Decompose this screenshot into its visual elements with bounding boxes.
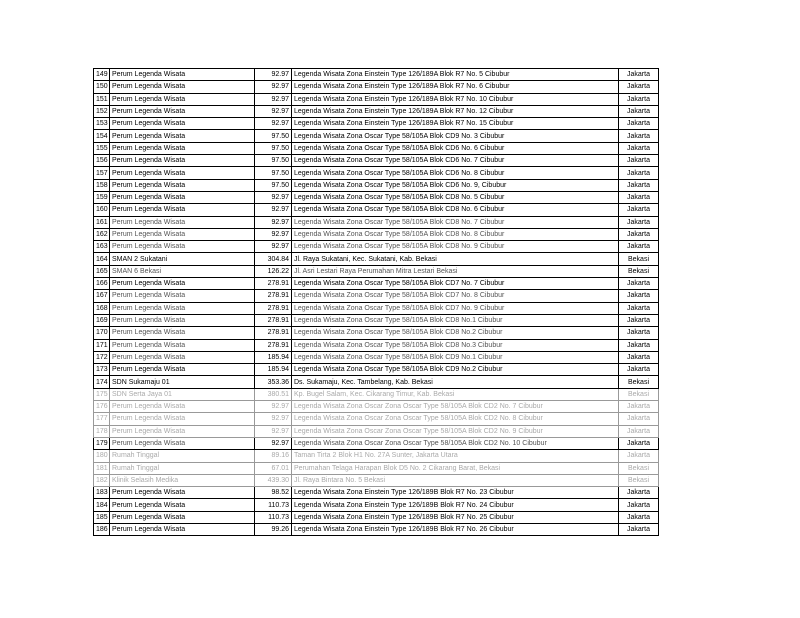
project-name: Perum Legenda Wisata: [110, 155, 255, 167]
city: Jakarta: [619, 216, 659, 228]
city: Jakarta: [619, 437, 659, 449]
area-value: 98.52: [255, 487, 292, 499]
table-row: [94, 81, 659, 93]
address: Legenda Wisata Zona Oscar Type 58/105A Blok CD8 No.3 Cibubur: [292, 339, 619, 351]
row-number: 156: [94, 155, 110, 167]
project-name: Perum Legenda Wisata: [110, 142, 255, 154]
row-number: 166: [94, 278, 110, 290]
city: Jakarta: [619, 142, 659, 154]
table-row: [94, 376, 659, 388]
city: Jakarta: [619, 118, 659, 130]
table-row: [94, 413, 659, 425]
area-value: 304.84: [255, 253, 292, 265]
project-name: Perum Legenda Wisata: [110, 314, 255, 326]
project-name: Perum Legenda Wisata: [110, 364, 255, 376]
row-number: 159: [94, 191, 110, 203]
table-row: [94, 216, 659, 228]
project-name: Perum Legenda Wisata: [110, 499, 255, 511]
address: Legenda Wisata Zona Oscar Type 58/105A Blok CD6 No. 8 Cibubur: [292, 167, 619, 179]
project-name: Perum Legenda Wisata: [110, 105, 255, 117]
city: Jakarta: [619, 105, 659, 117]
table-row: [94, 364, 659, 376]
city: Jakarta: [619, 511, 659, 523]
row-number: 186: [94, 523, 110, 535]
address: Legenda Wisata Zona Oscar Type 58/105A Blok CD6 No. 9, Cibubur: [292, 179, 619, 191]
area-value: 92.97: [255, 241, 292, 253]
address: Legenda Wisata Zona Oscar Zona Oscar Type 58/105A Blok CD2 No. 7 Cibubur: [292, 401, 619, 413]
table-row: [94, 499, 659, 511]
address: Legenda Wisata Zona Einstein Type 126/189A Blok R7 No. 10 Cibubur: [292, 93, 619, 105]
project-name: Perum Legenda Wisata: [110, 401, 255, 413]
row-number: 158: [94, 179, 110, 191]
table-row: [94, 314, 659, 326]
address: Taman Tirta 2 Blok H1 No. 27A Sunter, Jakarta Utara: [292, 450, 619, 462]
project-name: Perum Legenda Wisata: [110, 290, 255, 302]
address: Perumahan Telaga Harapan Blok D5 No. 2 Cikarang Barat, Bekasi: [292, 462, 619, 474]
row-number: 153: [94, 118, 110, 130]
project-name: Perum Legenda Wisata: [110, 93, 255, 105]
row-number: 184: [94, 499, 110, 511]
area-value: 92.97: [255, 105, 292, 117]
table-row: [94, 179, 659, 191]
table-row: [94, 339, 659, 351]
table-row: [94, 167, 659, 179]
area-value: 278.91: [255, 278, 292, 290]
city: Jakarta: [619, 487, 659, 499]
project-name: Perum Legenda Wisata: [110, 339, 255, 351]
area-value: 92.97: [255, 93, 292, 105]
address: Legenda Wisata Zona Einstein Type 126/189A Blok R7 No. 12 Cibubur: [292, 105, 619, 117]
table-row: [94, 327, 659, 339]
city: Bekasi: [619, 376, 659, 388]
row-number: 164: [94, 253, 110, 265]
city: Jakarta: [619, 523, 659, 535]
address: Legenda Wisata Zona Oscar Type 58/105A Blok CD8 No. 6 Cibubur: [292, 204, 619, 216]
area-value: 92.97: [255, 69, 292, 81]
table-row: [94, 130, 659, 142]
area-value: 99.26: [255, 523, 292, 535]
project-name: Perum Legenda Wisata: [110, 487, 255, 499]
row-number: 167: [94, 290, 110, 302]
city: Bekasi: [619, 388, 659, 400]
area-value: 380.51: [255, 388, 292, 400]
address: Legenda Wisata Zona Einstein Type 126/189A Blok R7 No. 15 Cibubur: [292, 118, 619, 130]
project-name: Perum Legenda Wisata: [110, 413, 255, 425]
area-value: 278.91: [255, 302, 292, 314]
address: Jl. Raya Bintara No. 5 Bekasi: [292, 474, 619, 486]
address: Legenda Wisata Zona Oscar Type 58/105A Blok CD7 No. 8 Cibubur: [292, 290, 619, 302]
city: Jakarta: [619, 450, 659, 462]
city: Jakarta: [619, 401, 659, 413]
city: Jakarta: [619, 204, 659, 216]
address: Legenda Wisata Zona Oscar Type 58/105A Blok CD8 No. 8 Cibubur: [292, 228, 619, 240]
row-number: 168: [94, 302, 110, 314]
area-value: 92.97: [255, 191, 292, 203]
address: Legenda Wisata Zona Oscar Zona Oscar Type 58/105A Blok CD2 No. 9 Cibubur: [292, 425, 619, 437]
project-name: Perum Legenda Wisata: [110, 130, 255, 142]
table-row: [94, 191, 659, 203]
row-number: 171: [94, 339, 110, 351]
area-value: 92.97: [255, 425, 292, 437]
city: Jakarta: [619, 302, 659, 314]
row-number: 174: [94, 376, 110, 388]
table-row: [94, 462, 659, 474]
row-number: 179: [94, 437, 110, 449]
row-number: 151: [94, 93, 110, 105]
row-number: 180: [94, 450, 110, 462]
row-number: 169: [94, 314, 110, 326]
area-value: 97.50: [255, 179, 292, 191]
row-number: 177: [94, 413, 110, 425]
address: Legenda Wisata Zona Oscar Type 58/105A Blok CD9 No. 3 Cibubur: [292, 130, 619, 142]
row-number: 176: [94, 401, 110, 413]
project-name: Perum Legenda Wisata: [110, 511, 255, 523]
address: Legenda Wisata Zona Oscar Zona Oscar Type 58/105A Blok CD2 No. 10 Cibubur: [292, 437, 619, 449]
city: Jakarta: [619, 191, 659, 203]
city: Jakarta: [619, 290, 659, 302]
project-name: SDN Sukamaju 01: [110, 376, 255, 388]
project-name: Rumah Tinggal: [110, 462, 255, 474]
area-value: 110.73: [255, 511, 292, 523]
area-value: 67.01: [255, 462, 292, 474]
table-row: [94, 511, 659, 523]
city: Jakarta: [619, 241, 659, 253]
city: Jakarta: [619, 228, 659, 240]
address: Legenda Wisata Zona Einstein Type 126/189A Blok R7 No. 6 Cibubur: [292, 81, 619, 93]
address: Jl. Asri Lestari Raya Perumahan Mitra Lestari Bekasi: [292, 265, 619, 277]
address: Kp. Bugel Salam, Kec. Cikarang Timur, Kab. Bekasi: [292, 388, 619, 400]
table-row: [94, 290, 659, 302]
table-row: [94, 401, 659, 413]
table-row: [94, 265, 659, 277]
city: Bekasi: [619, 253, 659, 265]
area-value: 439.30: [255, 474, 292, 486]
project-name: SMAN 6 Bekasi: [110, 265, 255, 277]
project-name: Perum Legenda Wisata: [110, 327, 255, 339]
area-value: 278.91: [255, 290, 292, 302]
table-row: [94, 450, 659, 462]
project-name: Perum Legenda Wisata: [110, 278, 255, 290]
address: Legenda Wisata Zona Oscar Type 58/105A Blok CD8 No. 9 Cibubur: [292, 241, 619, 253]
project-name: Perum Legenda Wisata: [110, 191, 255, 203]
project-name: Perum Legenda Wisata: [110, 302, 255, 314]
project-name: Perum Legenda Wisata: [110, 216, 255, 228]
area-value: 278.91: [255, 327, 292, 339]
address: Legenda Wisata Zona Oscar Type 58/105A Blok CD9 No.1 Cibubur: [292, 351, 619, 363]
table-row: [94, 278, 659, 290]
address: Legenda Wisata Zona Oscar Zona Oscar Type 58/105A Blok CD2 No. 8 Cibubur: [292, 413, 619, 425]
row-number: 183: [94, 487, 110, 499]
area-value: 92.97: [255, 216, 292, 228]
table-row: [94, 69, 659, 81]
project-name: Rumah Tinggal: [110, 450, 255, 462]
table-row: [94, 204, 659, 216]
table-row: [94, 253, 659, 265]
row-number: 157: [94, 167, 110, 179]
area-value: 126.22: [255, 265, 292, 277]
address: Legenda Wisata Zona Einstein Type 126/189B Blok R7 No. 26 Cibubur: [292, 523, 619, 535]
table-row: [94, 228, 659, 240]
row-number: 170: [94, 327, 110, 339]
project-name: Perum Legenda Wisata: [110, 118, 255, 130]
address: Legenda Wisata Zona Oscar Type 58/105A Blok CD8 No. 7 Cibubur: [292, 216, 619, 228]
row-number: 165: [94, 265, 110, 277]
address: Jl. Raya Sukatani, Kec. Sukatani, Kab. Bekasi: [292, 253, 619, 265]
project-name: SDN Serta Jaya 01: [110, 388, 255, 400]
table-body: [94, 69, 659, 536]
row-number: 173: [94, 364, 110, 376]
project-name: Perum Legenda Wisata: [110, 523, 255, 535]
row-number: 149: [94, 69, 110, 81]
city: Jakarta: [619, 351, 659, 363]
row-number: 150: [94, 81, 110, 93]
city: Jakarta: [619, 69, 659, 81]
area-value: 92.97: [255, 118, 292, 130]
city: Jakarta: [619, 339, 659, 351]
area-value: 353.36: [255, 376, 292, 388]
area-value: 185.94: [255, 351, 292, 363]
city: Jakarta: [619, 278, 659, 290]
area-value: 92.97: [255, 401, 292, 413]
table-row: [94, 155, 659, 167]
row-number: 162: [94, 228, 110, 240]
address: Legenda Wisata Zona Einstein Type 126/189B Blok R7 No. 23 Cibubur: [292, 487, 619, 499]
project-name: Perum Legenda Wisata: [110, 81, 255, 93]
project-name: Perum Legenda Wisata: [110, 351, 255, 363]
row-number: 181: [94, 462, 110, 474]
area-value: 92.97: [255, 81, 292, 93]
table-row: [94, 351, 659, 363]
area-value: 97.50: [255, 167, 292, 179]
area-value: 92.97: [255, 413, 292, 425]
address: Legenda Wisata Zona Oscar Type 58/105A Blok CD8 No.1 Cibubur: [292, 314, 619, 326]
area-value: 97.50: [255, 130, 292, 142]
table-row: [94, 425, 659, 437]
project-name: Perum Legenda Wisata: [110, 437, 255, 449]
table-row: [94, 241, 659, 253]
project-list-table: [93, 68, 659, 536]
project-name: Perum Legenda Wisata: [110, 204, 255, 216]
address: Legenda Wisata Zona Einstein Type 126/189A Blok R7 No. 5 Cibubur: [292, 69, 619, 81]
project-name: SMAN 2 Sukatani: [110, 253, 255, 265]
address: Legenda Wisata Zona Oscar Type 58/105A Blok CD8 No. 5 Cibubur: [292, 191, 619, 203]
address: Legenda Wisata Zona Oscar Type 58/105A Blok CD6 No. 6 Cibubur: [292, 142, 619, 154]
city: Jakarta: [619, 314, 659, 326]
address: Legenda Wisata Zona Einstein Type 126/189B Blok R7 No. 24 Cibubur: [292, 499, 619, 511]
row-number: 185: [94, 511, 110, 523]
city: Jakarta: [619, 425, 659, 437]
row-number: 154: [94, 130, 110, 142]
area-value: 185.94: [255, 364, 292, 376]
city: Jakarta: [619, 155, 659, 167]
area-value: 110.73: [255, 499, 292, 511]
city: Bekasi: [619, 265, 659, 277]
row-number: 178: [94, 425, 110, 437]
project-name: Perum Legenda Wisata: [110, 167, 255, 179]
address: Legenda Wisata Zona Einstein Type 126/189B Blok R7 No. 25 Cibubur: [292, 511, 619, 523]
city: Bekasi: [619, 462, 659, 474]
table-row: [94, 93, 659, 105]
address: Legenda Wisata Zona Oscar Type 58/105A Blok CD9 No.2 Cibubur: [292, 364, 619, 376]
project-name: Perum Legenda Wisata: [110, 241, 255, 253]
address: Legenda Wisata Zona Oscar Type 58/105A Blok CD8 No.2 Cibubur: [292, 327, 619, 339]
row-number: 160: [94, 204, 110, 216]
row-number: 182: [94, 474, 110, 486]
area-value: 278.91: [255, 339, 292, 351]
area-value: 92.97: [255, 204, 292, 216]
city: Jakarta: [619, 167, 659, 179]
city: Jakarta: [619, 499, 659, 511]
area-value: 92.97: [255, 437, 292, 449]
city: Jakarta: [619, 364, 659, 376]
project-name: Perum Legenda Wisata: [110, 228, 255, 240]
project-name: Perum Legenda Wisata: [110, 179, 255, 191]
city: Jakarta: [619, 413, 659, 425]
address: Legenda Wisata Zona Oscar Type 58/105A Blok CD6 No. 7 Cibubur: [292, 155, 619, 167]
table-row: [94, 302, 659, 314]
address: Legenda Wisata Zona Oscar Type 58/105A Blok CD7 No. 9 Cibubur: [292, 302, 619, 314]
city: Bekasi: [619, 474, 659, 486]
table-row: [94, 523, 659, 535]
table-row: [94, 487, 659, 499]
project-name: Perum Legenda Wisata: [110, 425, 255, 437]
row-number: 152: [94, 105, 110, 117]
area-value: 97.50: [255, 142, 292, 154]
table-row: [94, 474, 659, 486]
table-row: [94, 118, 659, 130]
city: Jakarta: [619, 179, 659, 191]
area-value: 92.97: [255, 228, 292, 240]
table-row: [94, 437, 659, 449]
table-row: [94, 142, 659, 154]
city: Jakarta: [619, 81, 659, 93]
row-number: 161: [94, 216, 110, 228]
table-row: [94, 388, 659, 400]
row-number: 172: [94, 351, 110, 363]
row-number: 155: [94, 142, 110, 154]
row-number: 175: [94, 388, 110, 400]
project-name: Klinik Selasih Medika: [110, 474, 255, 486]
table-row: [94, 105, 659, 117]
area-value: 89.16: [255, 450, 292, 462]
city: Jakarta: [619, 327, 659, 339]
row-number: 163: [94, 241, 110, 253]
project-name: Perum Legenda Wisata: [110, 69, 255, 81]
city: Jakarta: [619, 130, 659, 142]
area-value: 97.50: [255, 155, 292, 167]
address: Ds. Sukamaju, Kec. Tambelang, Kab. Bekasi: [292, 376, 619, 388]
area-value: 278.91: [255, 314, 292, 326]
city: Jakarta: [619, 93, 659, 105]
address: Legenda Wisata Zona Oscar Type 58/105A Blok CD7 No. 7 Cibubur: [292, 278, 619, 290]
